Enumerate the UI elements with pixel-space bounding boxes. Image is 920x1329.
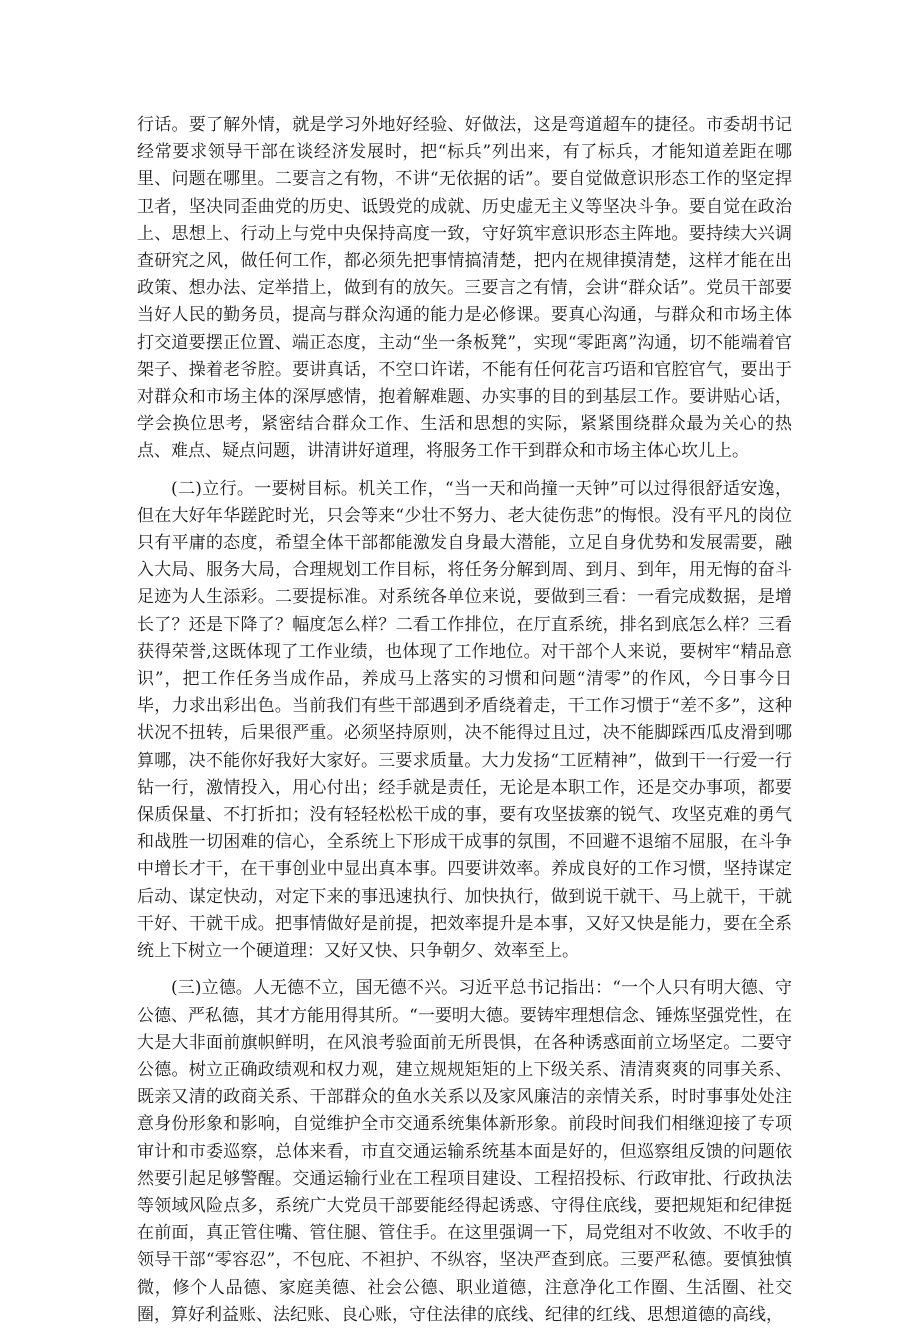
- paragraph-gap: [137, 965, 792, 975]
- document-page: [137, 112, 792, 1329]
- paragraph-continuation: 行话。要了解外情，就是学习外地好经验、好做法，这是弯道超车的捷径。市委胡书记经常要求领导干部在谈经济发展时，把“标兵”列出来，有了标兵，才能知道差距在哪里、问题在哪里。二要言之有物，不讲“无依据的话”。要自觉做意识形态工作的坚定捍卫者，坚决同歪曲党的历史、诋毁党的成就、历史虚无主义等坚决斗争。要自觉在政治上、思想上、行动上与党中央保持高度一致，守好筑牢意识形态主阵地。要持续大兴调查研究之风，做任何工作，都必须先把事情搞清楚，把内在规律摸清楚，这样才能在出政策、想办法、定举措上，做到有的放矢。三要言之有情，会讲“群众话”。党员干部要当好人民的勤务员，提高与群众沟通的能力是必修课。要真心沟通，与群众和市场主体打交道要摆正位置、端正态度，主动“坐一条板凳”，实现“零距离”沟通，切不能端着官架子、操着老爷腔。要讲真话，不空口许诺，不能有任何花言巧语和官腔官气，要出于对群众和市场主体的深厚感情，抱着解难题、办实事的目的到基层工作。要讲贴心话，学会换位思考，紧密结合群众工作、生活和思想的实际，紧紧围绕群众最为关心的热点、难点、疑点问题，讲清讲好道理，将服务工作干到群众和市场主体心坎儿上。: [137, 115, 792, 462]
- paragraph-section-three: (三)立德。人无德不立，国无德不兴。习近平总书记指出：“一个人只有明大德、守公德、严私德，其才方能用得其所。“一要明大德。要铸牢理想信念、锤炼坚强党性，在大是大非面前旗帜鲜明，在风浪考验面前无所畏惧，在各种诱惑面前立场坚定。二要守公德。树立正确政绩观和权力观，建立规规矩矩的上下级关系、清清爽爽的同事关系、既亲又清的政商关系、干部群众的鱼水关系以及家风廉洁的亲情关系，时时事事处处注意身份形象和影响，自觉维护全市交通系统集体新形象。前段时间我们相继迎接了专项审计和市委巡察，总体来看，市直交通运输系统基本面是好的，但巡察组反馈的问题依然要引起足够警醒。交通运输行业在工程项目建设、工程招投标、行政审批、行政执法等领域风险点多，系统广大党员干部要能经得起诱惑、守得住底线，要把规矩和纪律挺在前面，真正管住嘴、管住腿、管住手。在这里强调一下，局党组对不收敛、不收手的领导干部“零容忍”，不包庇、不袒护、不纵容，坚决严查到底。三要严私德。要慎独慎微，修个人品德、家庭美德、社会公德、职业道德，注意净化工作圈、生活圈、社交圈，算好利益账、法纪账、良心账，守住法律的底线、纪律的红线、思想道德的高线，: [137, 978, 792, 1325]
- paragraph-gap: [137, 466, 792, 476]
- paragraph-section-two: (二)立行。一要树目标。机关工作，“当一天和尚撞一天钟”可以过得很舒适安逸，但在大好年华蹉跎时光，只会等来“少壮不努力、老大徒伤悲”的悔恨。没有平凡的岗位只有平庸的态度，希望全体干部都能激发自身最大潜能，立足自身优势和发展需要，融入大局、服务大局，合理规划工作目标，将任务分解到周、到月、到年，用无悔的奋斗足迹为人生添彩。二要提标准。对系统各单位来说，要做到三看：一看完成数据，是增长了？还是下降了？幅度怎么样？二看工作排位，在厅直系统，排名到底怎么样？三看获得荣誉,这既体现了工作业绩，也体现了工作地位。对干部个人来说，要树牢“精品意识”，把工作任务当成作品，养成马上落实的习惯和问题“清零”的作风，今日事今日毕，力求出彩出色。当前我们有些干部遇到矛盾绕着走，干工作习惯于“差不多”，这种状况不扭转，后果很严重。必须坚持原则，决不能得过且过，决不能脚踩西瓜皮滑到哪算哪，决不能你好我好大家好。三要求质量。大力发扬“工匠精神”，做到干一行爱一行钻一行，激情投入，用心付出；经手就是责任，无论是本职工作，还是交办事项，都要保质保量、不打折扣；没有轻轻松松干成的事，要有攻坚拔寨的锐气、攻坚克难的勇气和战胜一切困难的信心，全系统上下形成干成事的氛围，不回避不退缩不屈服，在斗争中增长才干，在干事创业中显出真本事。四要讲效率。养成良好的工作习惯，坚持谋定后动、谋定快动，对定下来的事迅速执行、加快执行，做到说干就干、马上就干，干就干好、干就干成。把事情做好是前提，把效率提升是本事，又好又快是能力，要在全系统上下树立一个硬道理：又好又快、只争朝夕、效率至上。: [137, 478, 792, 962]
